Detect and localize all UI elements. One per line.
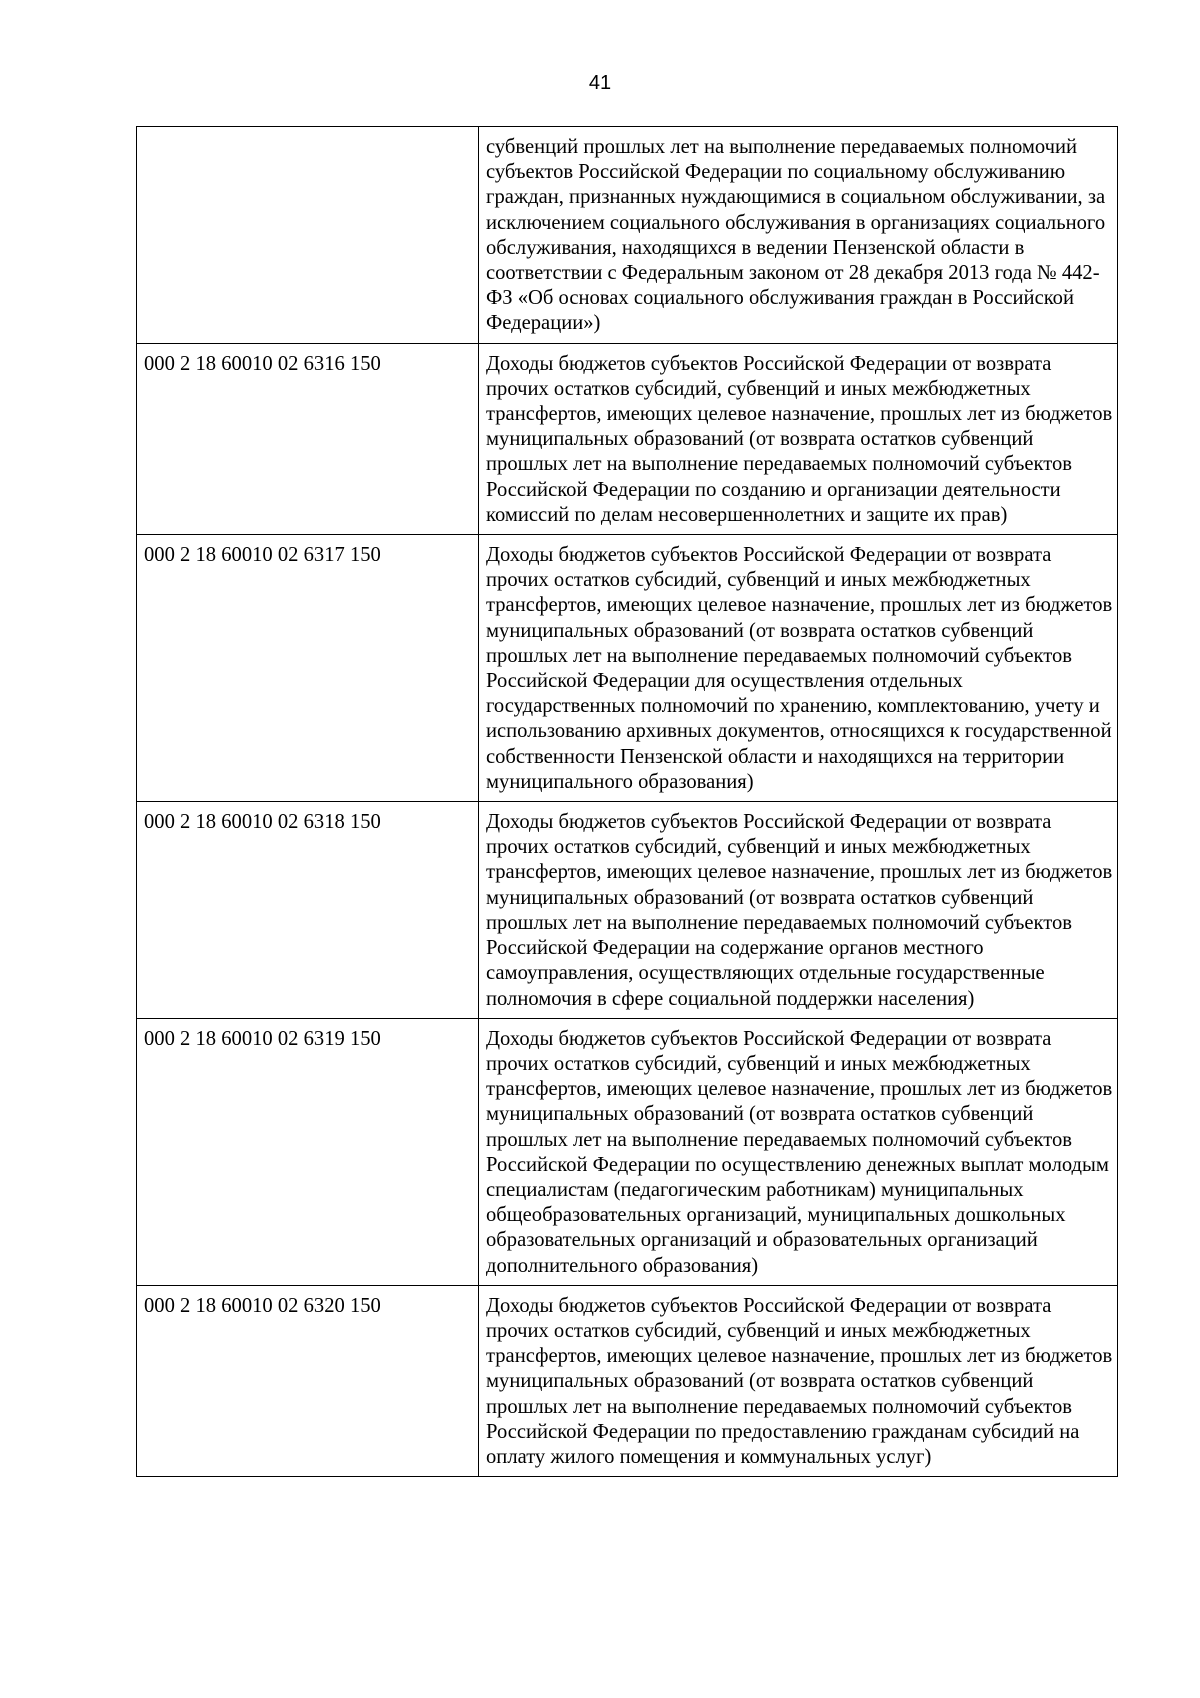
description-cell: Доходы бюджетов субъектов Российской Федерации от возврата прочих остатков субсидий, субвенций и иных межбюджетных трансфертов, имеющих целевое назначение, прошлых лет из бюджетов муниципальных образований (от возврата остатков субвенций прошлых лет на выполнение передаваемых полномочий субъектов Российской Федерации для осуществления отдельных государственных полномочий по хранению, комплектованию, учету и использованию архивных документов, относящихся к государственной собственности Пензенской области и находящихся на территории муниципального образования) — [479, 535, 1118, 802]
budget-code-cell: 000 2 18 60010 02 6318 150 — [137, 802, 479, 1019]
budget-code-table — [136, 126, 1118, 1477]
description-cell: субвенций прошлых лет на выполнение передаваемых полномочий субъектов Российской Федерации по социальному обслуживанию граждан, признанных нуждающимися в социальном обслуживании, за исключением социального обслуживания в организациях социального обслуживания, находящихся в ведении Пензенской области в соответствии с Федеральным законом от 28 декабря 2013 года № 442-ФЗ «Об основах социального обслуживания граждан в Российской Федерации») — [479, 127, 1118, 344]
description-cell: Доходы бюджетов субъектов Российской Федерации от возврата прочих остатков субсидий, субвенций и иных межбюджетных трансфертов, имеющих целевое назначение, прошлых лет из бюджетов муниципальных образований (от возврата остатков субвенций прошлых лет на выполнение передаваемых полномочий субъектов Российской Федерации по созданию и организации деятельности комиссий по делам несовершеннолетних и защите их прав) — [479, 343, 1118, 534]
table-row — [137, 1018, 1118, 1285]
table-row — [137, 802, 1118, 1019]
page-number: 41 — [588, 72, 612, 94]
budget-code-cell: 000 2 18 60010 02 6320 150 — [137, 1285, 479, 1476]
budget-code-cell: 000 2 18 60010 02 6317 150 — [137, 535, 479, 802]
description-cell: Доходы бюджетов субъектов Российской Федерации от возврата прочих остатков субсидий, субвенций и иных межбюджетных трансфертов, имеющих целевое назначение, прошлых лет из бюджетов муниципальных образований (от возврата остатков субвенций прошлых лет на выполнение передаваемых полномочий субъектов Российской Федерации по предоставлению гражданам субсидий на оплату жилого помещения и коммунальных услуг) — [479, 1285, 1118, 1476]
description-cell: Доходы бюджетов субъектов Российской Федерации от возврата прочих остатков субсидий, субвенций и иных межбюджетных трансфертов, имеющих целевое назначение, прошлых лет из бюджетов муниципальных образований (от возврата остатков субвенций прошлых лет на выполнение передаваемых полномочий субъектов Российской Федерации по осуществлению денежных выплат молодым специалистам (педагогическим работникам) муниципальных общеобразовательных организаций, муниципальных дошкольных образовательных организаций и образовательных организаций дополнительного образования) — [479, 1018, 1118, 1285]
budget-code-cell — [137, 127, 479, 344]
table-row — [137, 343, 1118, 534]
budget-code-cell: 000 2 18 60010 02 6316 150 — [137, 343, 479, 534]
table-row — [137, 1285, 1118, 1476]
table-row — [137, 127, 1118, 344]
table-row — [137, 535, 1118, 802]
description-cell: Доходы бюджетов субъектов Российской Федерации от возврата прочих остатков субсидий, субвенций и иных межбюджетных трансфертов, имеющих целевое назначение, прошлых лет из бюджетов муниципальных образований (от возврата остатков субвенций прошлых лет на выполнение передаваемых полномочий субъектов Российской Федерации на содержание органов местного самоуправления, осуществляющих отдельные государственные полномочия в сфере социальной поддержки населения) — [479, 802, 1118, 1019]
budget-code-cell: 000 2 18 60010 02 6319 150 — [137, 1018, 479, 1285]
